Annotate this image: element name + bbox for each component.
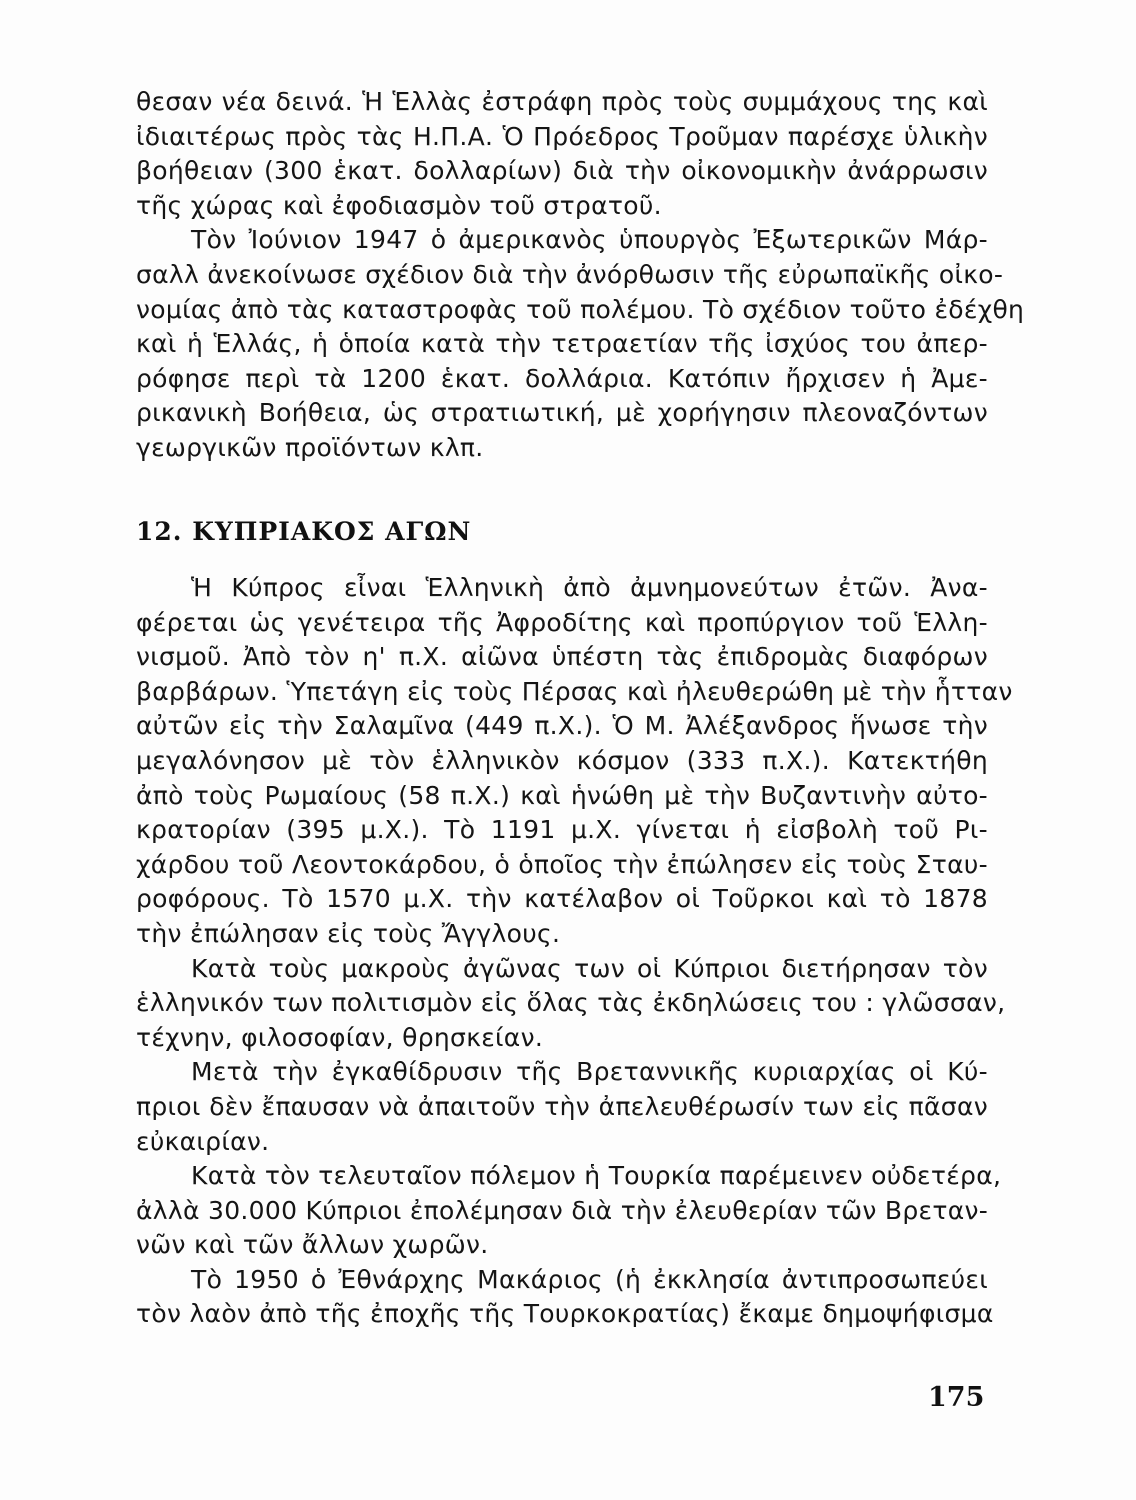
text-line: κρατορίαν (395 μ.Χ.). Τὸ 1191 μ.Χ. γίνεται ἡ εἰσβολὴ τοῦ Ρι- <box>136 815 988 845</box>
text-line: βαρβάρων. Ὑπετάγη εἰς τοὺς Πέρσας καὶ ἠλευθερώθη μὲ τὴν ἧτταν <box>136 676 1013 706</box>
text-line: τὸν λαὸν ἀπὸ τῆς ἐποχῆς τῆς Τουρκοκρατίας) ἔκαμε δημοψήφισμα <box>136 1299 994 1329</box>
text-line: καὶ ἡ Ἑλλάς, ἡ ὁποία κατὰ τὴν τετραετίαν τῆς ἰσχύος του ἀπερ- <box>136 329 988 359</box>
text-line: ἑλληνικόν των πολιτισμὸν εἰς ὅλας τὰς ἐκδηλώσεις του : γλῶσσαν, <box>136 988 1006 1018</box>
text-line: ἀπὸ τοὺς Ρωμαίους (58 π.Χ.) καὶ ἡνώθη μὲ τὴν Βυζαντινὴν αὐτο- <box>136 780 988 810</box>
text-line: Τὸ 1950 ὁ Ἐθνάρχης Μακάριος (ἡ ἐκκλησία ἀντιπροσωπεύει <box>191 1264 988 1294</box>
text-line: ἀλλὰ 30.000 Κύπριοι ἐπολέμησαν διὰ τὴν ἐλευθερίαν τῶν Βρεταν- <box>136 1195 989 1225</box>
section-body <box>136 571 1013 1332</box>
text-line: τῆς χώρας καὶ ἐφοδιασμὸν τοῦ στρατοῦ. <box>136 190 662 220</box>
text-line: τέχνην, φιλοσοφίαν, θρησκείαν. <box>136 1022 544 1052</box>
text-line: νῶν καὶ τῶν ἄλλων χωρῶν. <box>136 1230 489 1260</box>
text-line: ροφόρους. Τὸ 1570 μ.Χ. τὴν κατέλαβον οἱ Τοῦρκοι καὶ τὸ 1878 <box>136 884 988 914</box>
text-line: εὐκαιρίαν. <box>136 1126 270 1156</box>
text-line: τὴν ἐπώλησαν εἰς τοὺς Ἄγγλους. <box>136 918 561 948</box>
text-line: αὐτῶν εἰς τὴν Σαλαμῖνα (449 π.Χ.). Ὁ Μ. Ἀλέξανδρος ἥνωσε τὴν <box>136 711 988 741</box>
text-line: θεσαν νέα δεινά. Ἡ Ἑλλὰς ἐστράφη πρὸς τοὺς συμμάχους της καὶ <box>136 87 988 116</box>
text-line: χάρδου τοῦ Λεοντοκάρδου, ὁ ὁποῖος τὴν ἐπώλησεν εἰς τοὺς Σταυ- <box>136 849 988 879</box>
text-line: ρικανικὴ Βοήθεια, ὡς στρατιωτική, μὲ χορήγησιν πλεοναζόντων <box>136 398 988 428</box>
section-heading: 12. ΚΥΠΡΙΑΚΟΣ ΑΓΩΝ <box>136 517 472 546</box>
text-line: σαλλ ἀνεκοίνωσε σχέδιον διὰ τὴν ἀνόρθωσιν τῆς εὐρωπαϊκῆς οἰκο- <box>136 259 1004 289</box>
text-line: ἰδιαιτέρως πρὸς τὰς Η.Π.Α. Ὁ Πρόεδρος Τροῦμαν παρέσχε ὑλικὴν <box>136 121 988 151</box>
text-line: φέρεται ὡς γενέτειρα τῆς Ἀφροδίτης καὶ προπύργιον τοῦ Ἑλλη- <box>136 607 988 637</box>
page-number: 175 <box>928 1382 985 1413</box>
text-line: νισμοῦ. Ἀπὸ τὸν η' π.Χ. αἰῶνα ὑπέστη τὰς ἐπιδρομὰς διαφόρων <box>136 642 988 672</box>
text-line: Μετὰ τὴν ἐγκαθίδρυσιν τῆς Βρεταννικῆς κυριαρχίας οἱ Κύ- <box>191 1057 988 1087</box>
text-line: νομίας ἀπὸ τὰς καταστροφὰς τοῦ πολέμου. Τὸ σχέδιον τοῦτο ἐδέχθη <box>136 294 1025 324</box>
text-line: Ἡ Κύπρος εἶναι Ἑλληνικὴ ἀπὸ ἀμνημονεύτων ἐτῶν. Ἀνα- <box>191 573 988 602</box>
text-line: πριοι δὲν ἔπαυσαν νὰ ἀπαιτοῦν τὴν ἀπελευθέρωσίν των εἰς πᾶσαν <box>136 1091 988 1121</box>
text-line: Κατὰ τὸν τελευταῖον πόλεμον ἡ Τουρκία παρέμεινεν οὐδετέρα, <box>191 1161 1002 1191</box>
text-line: μεγαλόνησον μὲ τὸν ἑλληνικὸν κόσμον (333 π.Χ.). Κατεκτήθη <box>136 745 988 775</box>
text-line: βοήθειαν (300 ἑκατ. δολλαρίων) διὰ τὴν οἰκονομικὴν ἀνάρρωσιν <box>136 156 988 186</box>
text-line: γεωργικῶν προϊόντων κλπ. <box>136 432 484 462</box>
text-line: Κατὰ τοὺς μακροὺς ἀγῶνας των οἱ Κύπριοι διετήρησαν τὸν <box>191 953 988 983</box>
text-line: ρόφησε περὶ τὰ 1200 ἑκατ. δολλάρια. Κατόπιν ἤρχισεν ἡ Ἀμε- <box>136 363 988 393</box>
intro-paragraphs <box>136 85 1025 466</box>
text-line: Τὸν Ἰούνιον 1947 ὁ ἀμερικανὸς ὑπουργὸς Ἐξωτερικῶν Μάρ- <box>191 225 988 255</box>
